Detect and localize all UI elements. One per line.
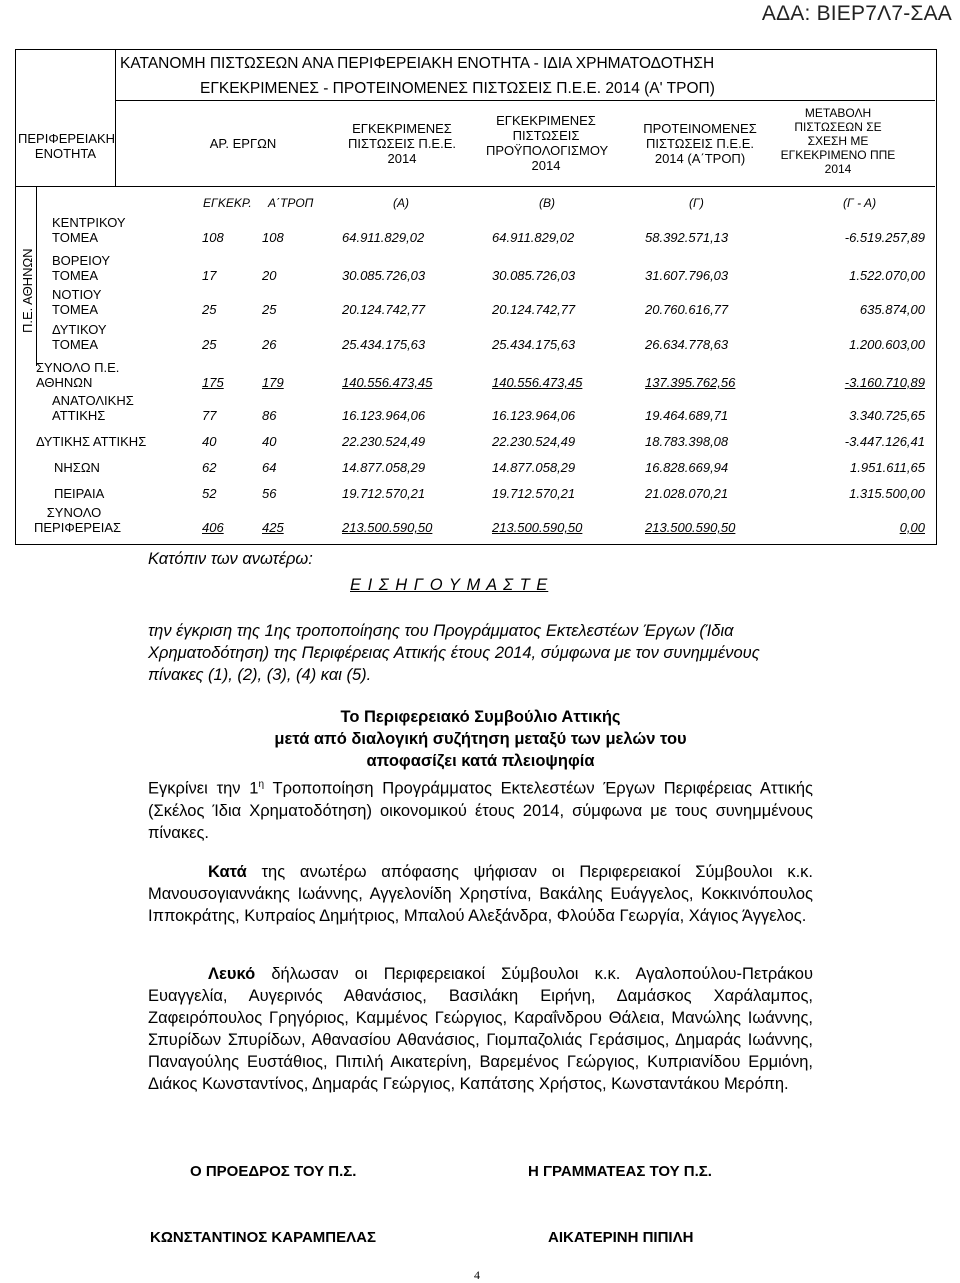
cell-approved-budget: 140.556.473,45	[492, 375, 583, 390]
approval-text: Εγκρίνει την $1^\eta$ Τροποποίηση Προγράμματος Εκτελεστέων Έργων Περιφέρειας Αττικής (Σκέλος Ίδια Χρηματοδότηση) οικονομικού έτους 2014, σύμφωνα με τους συνημμένους πίνακες.	[148, 779, 813, 842]
cell-approved-ppe: 30.085.726,03	[342, 268, 426, 283]
cell-change: -6.519.257,89	[844, 230, 925, 245]
col-header-approved-budget: ΕΓΚΕΚΡΙΜΕΝΕΣ ΠΙΣΤΩΣΕΙΣ ΠΡΟΫΠΟΛΟΓΙΣΜΟΥ 2014	[486, 113, 609, 173]
row-label: ΑΝΑΤΟΛΙΚΗΣ ΑΤΤΙΚΗΣ	[52, 393, 134, 423]
cell-atrop-count: 64	[262, 460, 277, 475]
header-divider	[15, 186, 935, 187]
cell-approved-ppe: 22.230.524,49	[342, 434, 426, 449]
col-header-proposed: ΠΡΟΤΕΙΝΟΜΕΝΕΣ ΠΙΣΤΩΣΕΙΣ Π.Ε.Ε. 2014 (Α΄ΤΡΟΠ)	[643, 121, 757, 166]
page-number: 4	[474, 1268, 480, 1282]
sub-header-b: (Β)	[539, 196, 555, 210]
title-divider	[115, 100, 935, 101]
cell-approved-count: 25	[202, 302, 217, 317]
cell-approved-budget: 19.712.570,21	[492, 486, 576, 501]
cell-change: 635.874,00	[859, 302, 925, 317]
sub-header-c-minus-a: (Γ - Α)	[843, 196, 877, 210]
row-label: ΠΕΙΡΑΙΑ	[54, 486, 105, 501]
cell-approved-ppe: 19.712.570,21	[342, 486, 426, 501]
proposes-heading: Ε Ι Σ Η Γ Ο Υ Μ Α Σ Τ Ε	[350, 576, 549, 594]
cell-approved-ppe: 14.877.058,29	[342, 460, 426, 475]
sub-header-c: (Γ)	[689, 196, 704, 210]
cell-approved-budget: 213.500.590,50	[492, 520, 583, 535]
cell-proposed: 19.464.689,71	[645, 408, 729, 423]
cell-approved-budget: 30.085.726,03	[492, 268, 576, 283]
president-name: ΚΩΝΣΤΑΝΤΙΝΟΣ ΚΑΡΑΜΠΕΛΑΣ	[150, 1229, 376, 1246]
cell-proposed: 137.395.762,56	[645, 375, 736, 390]
cell-atrop-count: 26	[262, 337, 277, 352]
cell-change: 3.340.725,65	[849, 408, 925, 423]
cell-proposed: 213.500.590,50	[645, 520, 736, 535]
row-label: ΔΥΤΙΚΟΥ ΤΟΜΕΑ	[52, 322, 107, 352]
cell-approved-count: 406	[202, 520, 224, 535]
cell-proposed: 58.392.571,13	[645, 230, 729, 245]
col-header-region: ΠΕΡΙΦΕΡΕΙΑΚΗ ΕΝΟΤΗΤΑ	[18, 131, 116, 161]
proposal-text: την έγκριση της 1ης τροποποίησης του Προγράμματος Εκτελεστέων Έργων (Ίδια Χρηματοδότηση) της Περιφέρειας Αττικής έτους 2014, σύμφωνα με τον συνημμένους πίνακες (1), (2), (3), (4) και (5).	[148, 622, 760, 684]
cell-change: 0,00	[899, 520, 925, 535]
table-title-2: ΕΓΚΕΚΡΙΜΕΝΕΣ - ΠΡΟΤΕΙΝΟΜΕΝΕΣ ΠΙΣΤΩΣΕΙΣ Π.Ε.Ε. 2014 (Α' ΤΡΟΠ)	[200, 80, 715, 97]
sub-header-a-trop: Α΄ΤΡΟΠ	[268, 196, 314, 210]
cell-proposed: 18.783.398,08	[645, 434, 729, 449]
cell-approved-count: 40	[202, 434, 217, 449]
table-title-1: ΚΑΤΑΝΟΜΗ ΠΙΣΤΩΣΕΩΝ ΑΝΑ ΠΕΡΙΦΕΡΕΙΑΚΗ ΕΝΟΤΗΤΑ - ΙΔΙΑ ΧΡΗΜΑΤΟΔΟΤΗΣΗ	[120, 55, 715, 72]
council-line-1: Το Περιφερειακό Συμβούλιο Αττικής	[340, 708, 621, 726]
cell-proposed: 31.607.796,03	[645, 268, 729, 283]
cell-atrop-count: 425	[262, 520, 284, 535]
cell-proposed: 21.028.070,21	[645, 486, 729, 501]
cell-approved-ppe: 20.124.742,77	[342, 302, 426, 317]
cell-approved-ppe: 16.123.964,06	[342, 408, 426, 423]
cell-approved-ppe: 25.434.175,63	[342, 337, 426, 352]
cell-atrop-count: 40	[262, 434, 277, 449]
col-header-change: ΜΕΤΑΒΟΛΗ ΠΙΣΤΩΣΕΩΝ ΣΕ ΣΧΕΣΗ ΜΕ ΕΓΚΕΚΡΙΜΕΝΟ ΠΠΕ 2014	[780, 106, 896, 176]
cell-approved-ppe: 64.911.829,02	[342, 230, 425, 245]
cell-change: -3.447.126,41	[844, 434, 925, 449]
cell-approved-count: 17	[202, 268, 217, 283]
cell-approved-budget: 25.434.175,63	[492, 337, 576, 352]
cell-approved-count: 175	[202, 375, 224, 390]
cell-atrop-count: 179	[262, 375, 284, 390]
council-line-2: μετά από διαλογική συζήτηση μεταξύ των μελών του	[274, 730, 687, 748]
row-label: ΒΟΡΕΙΟΥ ΤΟΜΕΑ	[52, 253, 111, 283]
row-label: ΝΗΣΩΝ	[54, 460, 100, 475]
cell-proposed: 20.760.616,77	[645, 302, 729, 317]
cell-approved-budget: 20.124.742,77	[492, 302, 576, 317]
secretary-title: Η ΓΡΑΜΜΑΤΕΑΣ ΤΟΥ Π.Σ.	[528, 1163, 712, 1180]
cell-change: -3.160.710,89	[844, 375, 925, 390]
cell-approved-budget: 64.911.829,02	[492, 230, 575, 245]
against-text: Κατά της ανωτέρω απόφασης ψήφισαν οι Περιφερειακοί Σύμβουλοι κ.κ. Μανουσογιαννάκης Ιωάννης, Αγγελονίδη Χρηστίνα, Βακάλης Ευάγγελος, Κοκκινόπουλος Ιπποκράτης, Κυπραίος Δημήτριος, Μπαλού Αλεξάνδρα, Φλούδα Γεωργία, Χάγιος Άγγελος.	[148, 863, 813, 925]
intro-text: Κατόπιν των ανωτέρω:	[148, 550, 313, 568]
row-label: ΚΕΝΤΡΙΚΟΥ ΤΟΜΕΑ	[52, 215, 126, 245]
cell-approved-count: 108	[202, 230, 224, 245]
cell-change: 1.315.500,00	[849, 486, 925, 501]
cell-approved-count: 52	[202, 486, 217, 501]
cell-approved-count: 62	[202, 460, 217, 475]
cell-atrop-count: 86	[262, 408, 277, 423]
president-title: Ο ΠΡΟΕΔΡΟΣ ΤΟΥ Π.Σ.	[190, 1163, 357, 1180]
cell-change: 1.951.611,65	[850, 460, 925, 475]
secretary-name: ΑΙΚΑΤΕΡΙΝΗ ΠΙΠΙΛΗ	[548, 1229, 694, 1246]
cell-change: 1.200.603,00	[849, 337, 925, 352]
cell-proposed: 26.634.778,63	[645, 337, 729, 352]
cell-approved-count: 77	[202, 408, 217, 423]
header-col-line	[115, 49, 116, 186]
cell-proposed: 16.828.669,94	[645, 460, 729, 475]
col-header-projects: ΑΡ. ΕΡΓΩΝ	[209, 136, 277, 151]
row-label: ΣΥΝΟΛΟ ΠΕΡΙΦΕΡΕΙΑΣ	[34, 505, 122, 535]
row-label: ΝΟΤΙΟΥ ΤΟΜΕΑ	[52, 287, 102, 317]
side-label-athens: Π.Ε. ΑΘΗΝΩΝ	[20, 248, 35, 333]
cell-change: 1.522.070,00	[849, 268, 925, 283]
cell-approved-ppe: 213.500.590,50	[342, 520, 433, 535]
blank-text: Λευκό δήλωσαν οι Περιφερειακοί Σύμβουλοι κ.κ. Αγαλοπούλου-Πετράκου Ευαγγελία, Αυγερινός Αθανάσιος, Βασιλάκη Ειρήνη, Δαμάσκος Χαράλαμπος, Ζαφειρόπουλος Γρηγόριος, Καμμένος Γεώργιος, Καραΐνδρου Θάλεια, Μανώλης Ιωάννης, Σπυρίδων Σπυρίδων, Αθανασίου Αθανάσιος, Γιομπαζολιάς Γεράσιμος, Δημαράς Ιωάννης, Παναγούλης Ευστάθιος, Πιπιλή Αικατερίνη, Βαρεμένος Γεώργιος, Κυπριανίδου Ερμιόνη, Διάκος Κωνσταντίνος, Δημαράς Γεώργιος, Καπάτσης Χρήστος, Κωνσταντάκου Μερόπη.	[148, 965, 813, 1093]
ada-code: ΑΔΑ: ΒΙΕΡ7Λ7-ΣΑΑ	[761, 2, 952, 25]
council-line-3: αποφασίζει κατά πλειοψηφία	[366, 752, 595, 770]
cell-approved-budget: 16.123.964,06	[492, 408, 576, 423]
cell-approved-count: 25	[202, 337, 217, 352]
cell-approved-budget: 14.877.058,29	[492, 460, 576, 475]
sub-header-approved: ΕΓΚΕΚΡ.	[203, 196, 252, 210]
cell-approved-ppe: 140.556.473,45	[342, 375, 433, 390]
row-label: ΔΥΤΙΚΗΣ ΑΤΤΙΚΗΣ	[36, 434, 147, 449]
cell-atrop-count: 56	[262, 486, 277, 501]
sub-header-a: (Α)	[393, 196, 409, 210]
cell-atrop-count: 20	[262, 268, 277, 283]
row-label: ΣΥΝΟΛΟ Π.Ε. ΑΘΗΝΩΝ	[36, 360, 120, 390]
cell-atrop-count: 108	[262, 230, 284, 245]
cell-approved-budget: 22.230.524,49	[492, 434, 576, 449]
side-col-line	[36, 186, 37, 366]
col-header-approved-ppe: ΕΓΚΕΚΡΙΜΕΝΕΣ ΠΙΣΤΩΣΕΙΣ Π.Ε.Ε. 2014	[348, 121, 456, 166]
cell-atrop-count: 25	[262, 302, 277, 317]
